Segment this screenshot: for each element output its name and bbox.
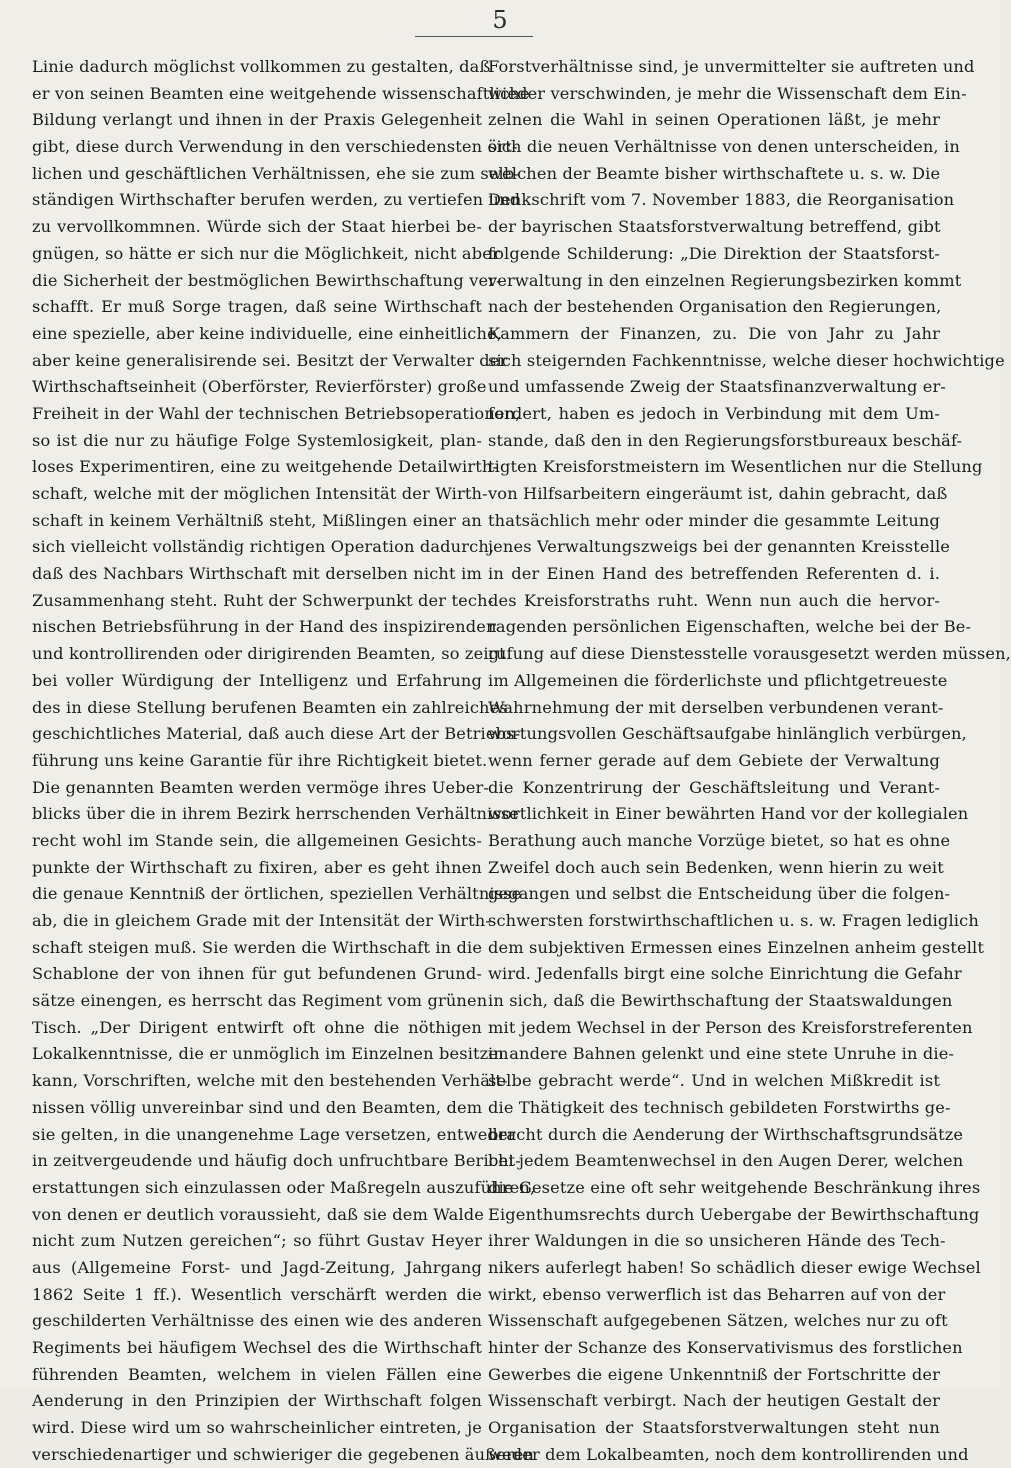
text-line: gnügen, so hätte er sich nur die Möglichkeit, nicht aber — [32, 243, 500, 263]
text-line: tigten Kreisforstmeistern im Wesentlichen nur die Stellung — [488, 457, 983, 477]
text-line: Lokalkenntnisse, die er unmöglich im Einzelnen besitzen — [32, 1044, 509, 1064]
text-line: nikers auferlegt haben! So schädlich dieser ewige Wechsel — [488, 1257, 981, 1277]
text-line: Aenderung in den Prinzipien der Wirthschaft folgen — [32, 1391, 482, 1411]
text-line: selbe gebracht werde“. Und in welchen Mißkredit ist — [488, 1071, 940, 1091]
text-line: wieder verschwinden, je mehr die Wissenschaft dem Ein- — [488, 83, 967, 103]
text-line: in der Einen Hand des betreffenden Referenten d. i. — [488, 564, 940, 584]
text-line: zu vervollkommnen. Würde sich der Staat hierbei be- — [32, 217, 482, 237]
text-line: erstattungen sich einzulassen oder Maßregeln auszuführen, — [32, 1177, 536, 1197]
text-line: Kammern der Finanzen, zu. Die von Jahr zu Jahr — [488, 323, 940, 343]
text-line: Denkschrift vom 7. November 1883, die Reorganisation — [488, 190, 955, 210]
text-line: des in diese Stellung berufenen Beamten ein zahlreiches — [32, 697, 508, 717]
text-line: ständigen Wirthschafter berufen werden, zu vertiefen und — [32, 190, 521, 210]
text-line: so ist die nur zu häufige Folge Systemlosigkeit, plan- — [32, 430, 482, 450]
left-text-column — [32, 54, 536, 1464]
text-line: kann, Vorschriften, welche mit den bestehenden Verhält- — [32, 1071, 508, 1091]
text-line: thatsächlich mehr oder minder die gesammte Leitung — [488, 510, 940, 530]
text-line: Freiheit in der Wahl der technischen Betriebsoperationen, — [32, 403, 521, 423]
text-line: nischen Betriebsführung in der Hand des inspizirenden — [32, 617, 497, 637]
text-line: ab, die in gleichem Grade mit der Intensität der Wirth- — [32, 911, 491, 930]
text-line: nach der bestehenden Organisation den Regierungen, — [488, 297, 942, 317]
text-line: geschichtliches Material, daß auch diese Art der Betriebs- — [32, 724, 521, 744]
text-line: Eigenthumsrechts durch Uebergabe der Bewirthschaftung — [488, 1204, 980, 1224]
text-line: bracht durch die Aenderung der Wirthschaftsgrundsätze — [488, 1124, 964, 1144]
text-line: sich steigernden Fachkenntnisse, welche dieser hochwichtige — [488, 350, 1005, 370]
text-line: Schablone der von ihnen für gut befundenen Grund- — [32, 964, 482, 984]
text-line: gibt, diese durch Verwendung in den verschiedensten ört- — [32, 137, 518, 157]
right-text-column — [488, 54, 1011, 1464]
text-line: wortungsvollen Geschäftsaufgabe hinlänglich verbürgen, — [488, 724, 967, 744]
text-line: Berathung auch manche Vorzüge bietet, so hat es ohne — [488, 830, 951, 850]
text-line: in sich, daß die Bewirthschaftung der Staatswaldungen — [488, 991, 953, 1011]
text-line: von denen er deutlich voraussieht, daß sie dem Walde — [32, 1204, 485, 1224]
text-line: ragenden persönlichen Eigenschaften, welche bei der Be- — [488, 617, 972, 637]
text-line: fordert, haben es jedoch in Verbindung mit dem Um- — [488, 403, 940, 423]
text-line: wird. Diese wird um so wahrscheinlicher eintreten, je — [32, 1418, 482, 1438]
text-line: wenn ferner gerade auf dem Gebiete der Verwaltung — [488, 750, 940, 770]
text-line: stande, daß den in den Regierungsforstbureaux beschäf- — [488, 430, 963, 450]
text-line: sich vielleicht vollständig richtigen Operation dadurch, — [32, 537, 495, 557]
text-line: nissen völlig unvereinbar sind und den Beamten, dem — [32, 1097, 483, 1117]
text-line: aber keine generalisirende sei. Besitzt der Verwalter der — [32, 350, 508, 370]
page-number: 5 — [492, 6, 508, 34]
text-line: geschilderten Verhältnisse des einen wie des anderen — [32, 1311, 483, 1331]
text-line: welchen der Beamte bisher wirthschaftete u. s. w. Die — [488, 163, 941, 183]
text-line: Zusammenhang steht. Ruht der Schwerpunkt der tech- — [32, 590, 494, 610]
text-line: die genaue Kenntniß der örtlichen, speziellen Verhältnisse — [32, 884, 522, 904]
text-line: eine spezielle, aber keine individuelle, eine einheitliche, — [32, 323, 503, 343]
text-line: mit jedem Wechsel in der Person des Kreisforstreferenten — [488, 1017, 973, 1037]
text-line: und kontrollirenden oder dirigirenden Beamten, so zeigt — [32, 644, 506, 664]
text-line: Regiments bei häufigem Wechsel des die Wirthschaft — [32, 1338, 482, 1357]
text-line: in zeitvergeudende und häufig doch unfruchtbare Bericht- — [32, 1151, 521, 1171]
text-line: führenden Beamten, welchem in vielen Fällen eine — [32, 1364, 482, 1384]
text-line: sie gelten, in die unangenehme Lage versetzen, entweder — [32, 1124, 516, 1144]
text-line: in andere Bahnen gelenkt und eine stete Unruhe in die- — [488, 1044, 955, 1064]
text-line: rufung auf diese Dienstesstelle vorausgesetzt werden müssen, — [488, 644, 1011, 664]
text-line: blicks über die in ihrem Bezirk herrschenden Verhältnisse — [32, 804, 520, 824]
text-line: hinter der Schanze des Konservativismus des forstlichen — [488, 1338, 963, 1357]
text-line: Wahrnehmung der mit derselben verbundenen verant- — [488, 697, 944, 717]
text-line: führung uns keine Garantie für ihre Richtigkeit bietet. — [32, 750, 488, 770]
text-line: verwaltung in den einzelnen Regierungsbezirken kommt — [488, 270, 962, 290]
text-line: schaft steigen muß. Sie werden die Wirthschaft in die — [32, 937, 483, 957]
text-line: von Hilfsarbeitern eingeräumt ist, dahin gebracht, daß — [488, 484, 948, 503]
text-line: 1862 Seite 1 ff.). Wesentlich verschärft werden die — [32, 1284, 482, 1304]
text-line: punkte der Wirthschaft zu fixiren, aber es geht ihnen — [32, 857, 482, 877]
text-line: die Sicherheit der bestmöglichen Bewirthschaftung ver- — [32, 270, 502, 290]
text-line: jenes Verwaltungszweigs bei der genannten Kreisstelle — [488, 537, 951, 557]
text-line: der bayrischen Staatsforstverwaltung betreffend, gibt — [488, 217, 941, 237]
text-line: Forstverhältnisse sind, je unvermittelter sie auftreten und — [488, 57, 975, 76]
text-line: recht wohl im Stande sein, die allgemeinen Gesichts- — [32, 830, 482, 850]
text-line: folgende Schilderung: „Die Direktion der Staatsforst- — [488, 243, 940, 263]
text-line: wird. Jedenfalls birgt eine solche Einrichtung die Gefahr — [488, 964, 962, 984]
text-line: Tisch. „Der Dirigent entwirft oft ohne die nöthigen — [32, 1017, 482, 1037]
header-rule — [415, 36, 533, 37]
text-line: aus (Allgemeine Forst- und Jagd-Zeitung, Jahrgang — [32, 1257, 482, 1277]
text-line: ihrer Waldungen in die so unsicheren Hände des Tech- — [488, 1231, 946, 1251]
text-line: schwersten forstwirthschaftlichen u. s. w. Fragen lediglich — [488, 911, 979, 930]
text-line: dem subjektiven Ermessen eines Einzelnen anheim gestellt — [488, 937, 985, 957]
text-line: Wissenschaft verbirgt. Nach der heutigen Gestalt der — [488, 1391, 940, 1411]
text-line: wirkt, ebenso verwerflich ist das Beharren auf von der — [488, 1284, 946, 1304]
text-line: zelnen die Wahl in seinen Operationen läßt, je mehr — [488, 110, 940, 130]
text-line: Organisation der Staatsforstverwaltungen steht nun — [488, 1418, 940, 1438]
text-line: die Konzentrirung der Geschäftsleitung und Verant- — [488, 777, 940, 797]
text-line: verschiedenartiger und schwieriger die gegebenen äußeren — [32, 1444, 535, 1464]
text-line: die Thätigkeit des technisch gebildeten Forstwirths ge- — [488, 1097, 951, 1117]
text-line: schaft, welche mit der möglichen Intensität der Wirth- — [32, 484, 488, 503]
text-line: Wirthschaftseinheit (Oberförster, Revierförster) große — [32, 377, 487, 397]
text-line: lichen und geschäftlichen Verhältnissen, ehe sie zum selb- — [32, 163, 521, 183]
text-line: Zweifel doch auch sein Bedenken, wenn hierin zu weit — [488, 857, 944, 877]
text-line: Bildung verlangt und ihnen in der Praxis Gelegenheit — [32, 110, 482, 130]
text-line: Wissenschaft aufgegebenen Sätzen, welches nur zu oft — [488, 1311, 948, 1331]
text-line: Linie dadurch möglichst vollkommen zu gestalten, daß — [32, 57, 491, 76]
text-line: nicht zum Nutzen gereichen“; so führt Gustav Heyer — [32, 1231, 482, 1251]
text-line: im Allgemeinen die förderlichste und pflichtgetreueste — [488, 670, 948, 690]
text-line: sich die neuen Verhältnisse von denen unterscheiden, in — [488, 137, 960, 157]
text-line: und umfassende Zweig der Staatsfinanzverwaltung er- — [488, 377, 947, 397]
text-line: loses Experimentiren, eine zu weitgehende Detailwirth- — [32, 457, 499, 477]
text-line: daß des Nachbars Wirthschaft mit derselben nicht im — [32, 564, 482, 584]
text-line: weder dem Lokalbeamten, noch dem kontrollirenden und — [488, 1444, 969, 1464]
text-line: die Gesetze eine oft sehr weitgehende Beschränkung ihres — [488, 1177, 981, 1197]
text-line: Die genannten Beamten werden vermöge ihres Ueber- — [32, 777, 489, 797]
text-line: bei jedem Beamtenwechsel in den Augen Derer, welchen — [488, 1151, 964, 1171]
text-line: er von seinen Beamten eine weitgehende wissenschaftliche — [32, 83, 530, 103]
text-line: Gewerbes die eigene Unkenntniß der Fortschritte der — [488, 1364, 940, 1384]
text-line: des Kreisforstraths ruht. Wenn nun auch die hervor- — [488, 590, 940, 610]
text-line: gegangen und selbst die Entscheidung über die folgen- — [488, 884, 951, 904]
text-line: sätze einengen, es herrscht das Regiment vom grünen — [32, 991, 488, 1011]
text-line: wortlichkeit in Einer bewährten Hand vor der kollegialen — [488, 804, 969, 824]
text-line: schaft in keinem Verhältniß steht, Mißlingen einer an — [32, 510, 482, 530]
text-line: schafft. Er muß Sorge tragen, daß seine Wirthschaft — [32, 297, 482, 317]
text-line: bei voller Würdigung der Intelligenz und Erfahrung — [32, 670, 482, 690]
